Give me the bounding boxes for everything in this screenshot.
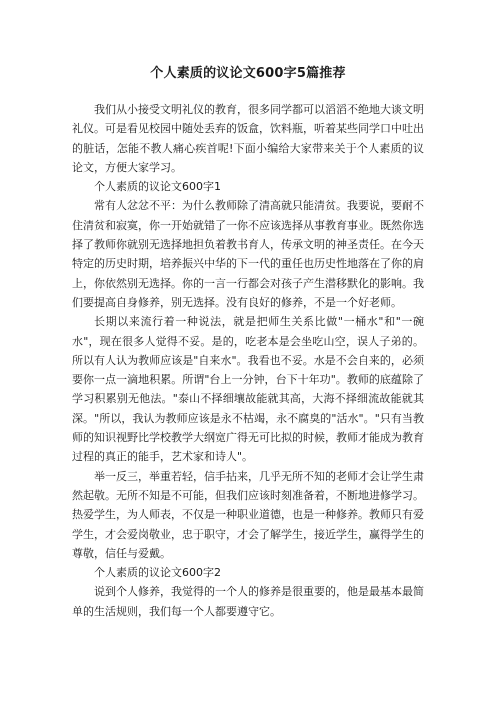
body-paragraph: 举一反三，举重若轻，信手拈来，几乎无所不知的老师才会让学生肃然起敬。无所不知是不可能，但我们应该时刻准备着，不断地进修学习。热爱学生，为人师表，不仅是一种职业道德，也是一种修养。教师只有爱学生，才会爱岗敬业，忠于职守，才会了解学生，接近学生，赢得学生的尊敬，信任与爱戴。 <box>72 469 424 560</box>
section-heading: 个人素质的议论文600字1 <box>94 180 221 194</box>
section-heading: 个人素质的议论文600字2 <box>94 566 221 580</box>
page-title: 个人素质的议论文600字5篇推荐 <box>150 66 346 81</box>
intro-paragraph: 我们从小接受文明礼仪的教育，很多同学都可以滔滔不绝地大谈文明礼仪。可是看见校园中随处丢弃的饭盒，饮料瓶，听着某些同学口中吐出的脏话，怎能不教人痛心疾首呢!下面小编给大家带来关于个人素质的议论文，方便大家学习。 <box>72 103 424 174</box>
body-paragraph: 说到个人修养，我觉得的一个人的修养是很重要的，他是最基本最简单的生活规则，我们每一个人都要遵守它。 <box>72 585 424 618</box>
body-paragraph: 长期以来流行着一种说法，就是把师生关系比做"一桶水"和"一碗水"，现在很多人觉得不妥。是的，吃老本是会坐吃山空，误人子弟的。所以有人认为教师应该是"自来水"。我看也不妥。水是不会自来的，必须要你一点一滴地积累。所谓"台上一分钟，台下十年功"。教师的底蕴除了学习积累别无他法。"泰山不择细壤故能就其高，大海不择细流故能就其深。"所以，我认为教师应该是永不枯竭，永不腐臭的"活水"。"只有当教师的知识视野比学校教学大纲宽广得无可比拟的时候，教师才能成为教育过程的真正的能手，艺术家和诗人"。 <box>72 315 424 464</box>
body-paragraph: 常有人忿忿不平：为什么教师除了清高就只能清贫。我要说，要耐不住清贫和寂寞，你一开始就错了一你不应该选择从事教育事业。既然你选择了教师你就别无选择地担负着教书育人，传承文明的神圣责任。在今天特定的历史时期，培养振兴中华的下一代的重任也历史性地落在了你的肩上，你依然别无选择。你的一言一行都会对孩子产生潜移默化的影响。我们要提高自身修养，别无选择。没有良好的修养，不是一个好老师。 <box>72 199 424 309</box>
